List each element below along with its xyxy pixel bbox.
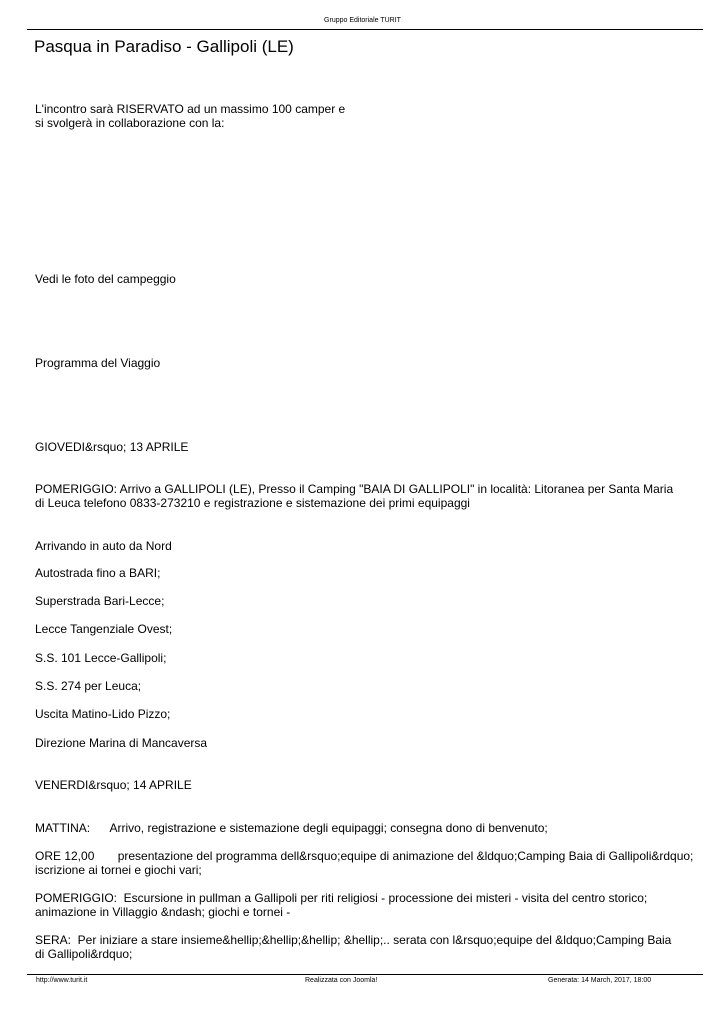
- footer-generated: Generata: 14 March, 2017, 18:00: [548, 977, 652, 984]
- day2-heading: VENERDI&rsquo; 14 APRILE: [35, 778, 192, 792]
- day2-afternoon-line-2: animazione in Villaggio &ndash; giochi e tornei -: [35, 905, 291, 919]
- day1-heading: GIOVEDI&rsquo; 13 APRILE: [35, 440, 189, 454]
- day2-evening-line-2: di Gallipoli&rdquo;: [35, 947, 133, 961]
- page-title: Pasqua in Paradiso - Gallipoli (LE): [34, 37, 294, 56]
- directions-item: S.S. 274 per Leuca;: [35, 679, 142, 693]
- directions-item: Direzione Marina di Mancaversa: [35, 736, 208, 750]
- day2-noon-line-2: iscrizione ai tornei e giochi vari;: [35, 863, 202, 877]
- day1-afternoon-line-2: di Leuca telefono 0833-273210 e registrazione e sistemazione dei primi equipaggi: [35, 496, 470, 510]
- directions-item: Arrivando in auto da Nord: [35, 539, 172, 553]
- footer-url[interactable]: http://www.turit.it: [36, 977, 88, 984]
- day2-noon-line-1: ORE 12,00 presentazione del programma dell&rsquo;equipe di animazione del &ldquo;Camping Baia di Gallipoli&rdquo;: [35, 849, 694, 863]
- header-brand: Gruppo Editoriale TURIT: [324, 17, 401, 24]
- directions-item: Uscita Matino-Lido Pizzo;: [35, 707, 171, 721]
- intro-line-2: si svolgerà in collaborazione con la:: [35, 116, 225, 130]
- day2-afternoon-line-1: POMERIGGIO: Escursione in pullman a Gallipoli per riti religiosi - processione dei misteri - visita del centro storico;: [35, 891, 648, 905]
- directions-item: S.S. 101 Lecce-Gallipoli;: [35, 651, 167, 665]
- day2-morning: MATTINA: Arrivo, registrazione e sistemazione degli equipaggi; consegna dono di benvenuto;: [35, 821, 548, 835]
- directions-item: Autostrada fino a BARI;: [35, 566, 161, 580]
- photos-link[interactable]: Vedi le foto del campeggio: [35, 272, 176, 286]
- directions-item: Lecce Tangenziale Ovest;: [35, 622, 173, 636]
- intro-line-1: L'incontro sarà RISERVATO ad un massimo 100 camper e: [35, 102, 346, 116]
- day1-afternoon-line-1: POMERIGGIO: Arrivo a GALLIPOLI (LE), Presso il Camping "BAIA DI GALLIPOLI" in località: Litoranea per Santa Maria: [35, 482, 674, 496]
- program-heading: Programma del Viaggio: [35, 356, 161, 370]
- footer-credit: Realizzata con Joomla!: [305, 977, 378, 984]
- footer-divider: [27, 974, 703, 975]
- header-divider: [27, 29, 703, 30]
- directions-item: Superstrada Bari-Lecce;: [35, 594, 165, 608]
- day2-evening-line-1: SERA: Per iniziare a stare insieme&hellip;&hellip;&hellip; &hellip;.. serata con l&rsquo;equipe del &ldquo;Camping Baia: [35, 933, 672, 947]
